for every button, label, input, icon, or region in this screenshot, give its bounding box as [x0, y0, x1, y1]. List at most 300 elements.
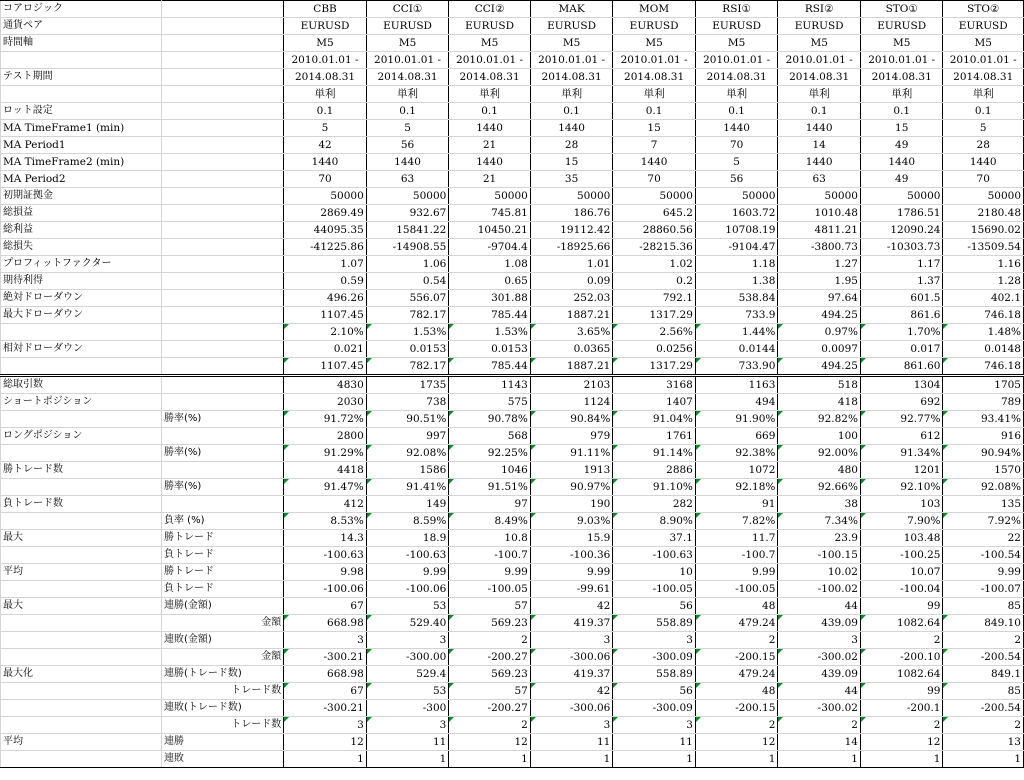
value-cell[interactable]: -13509.54 [943, 239, 1024, 256]
row-sublabel[interactable] [161, 239, 283, 256]
value-cell[interactable]: 56 [613, 683, 696, 700]
value-cell[interactable]: -300 [366, 700, 449, 717]
value-cell[interactable]: 568 [449, 428, 531, 445]
value-cell[interactable]: 90.78% [449, 411, 531, 428]
value-cell[interactable]: 1440 [530, 120, 613, 137]
value-cell[interactable]: 2014.08.31 [449, 69, 531, 86]
row-sublabel[interactable] [161, 290, 283, 307]
value-cell[interactable]: 44 [778, 683, 861, 700]
value-cell[interactable]: 1440 [778, 154, 861, 171]
value-cell[interactable]: -9704.4 [449, 239, 531, 256]
value-cell[interactable]: 7.90% [860, 513, 943, 530]
value-cell[interactable]: 3 [530, 632, 613, 649]
value-cell[interactable]: 50000 [284, 188, 367, 205]
value-cell[interactable]: 418 [778, 394, 861, 411]
row-sublabel[interactable] [161, 341, 283, 358]
value-cell[interactable]: 91.90% [695, 411, 778, 428]
value-cell[interactable]: 785.44 [449, 307, 531, 324]
value-cell[interactable]: 186.76 [530, 205, 613, 222]
value-cell[interactable]: 単利 [778, 86, 861, 103]
row-sublabel[interactable]: 金額 [161, 649, 283, 666]
row-label[interactable]: 勝トレード数 [1, 462, 162, 479]
value-cell[interactable]: 44095.35 [284, 222, 367, 239]
value-cell[interactable]: 7 [613, 137, 696, 154]
value-cell[interactable]: 10.8 [449, 530, 531, 547]
value-cell[interactable]: 556.07 [366, 290, 449, 307]
value-cell[interactable]: 48 [695, 683, 778, 700]
row-label[interactable]: 平均 [1, 734, 162, 751]
value-cell[interactable]: 2180.48 [943, 205, 1024, 222]
row-label[interactable]: 最大化 [1, 666, 162, 683]
value-cell[interactable]: 91.10% [613, 479, 696, 496]
value-cell[interactable]: 0.0153 [449, 341, 531, 358]
value-cell[interactable]: M5 [284, 35, 367, 52]
value-cell[interactable]: 14 [778, 137, 861, 154]
row-sublabel[interactable] [161, 171, 283, 188]
value-cell[interactable]: 単利 [284, 86, 367, 103]
row-sublabel[interactable] [161, 52, 283, 69]
value-cell[interactable]: 91.41% [366, 479, 449, 496]
row-sublabel[interactable]: 勝トレード [161, 530, 283, 547]
row-label[interactable]: 平均 [1, 564, 162, 581]
value-cell[interactable]: 0.1 [613, 103, 696, 120]
value-cell[interactable]: -100.04 [860, 581, 943, 598]
value-cell[interactable]: 91.34% [860, 445, 943, 462]
value-cell[interactable]: 単利 [530, 86, 613, 103]
value-cell[interactable]: EURUSD [860, 18, 943, 35]
value-cell[interactable]: 11.7 [695, 530, 778, 547]
value-cell[interactable]: 789 [943, 394, 1024, 411]
row-sublabel[interactable]: 金額 [161, 615, 283, 632]
value-cell[interactable]: 2 [449, 632, 531, 649]
row-sublabel[interactable] [161, 137, 283, 154]
value-cell[interactable]: 3 [366, 717, 449, 734]
value-cell[interactable]: 2 [449, 717, 531, 734]
value-cell[interactable]: 2014.08.31 [695, 69, 778, 86]
value-cell[interactable]: 92.25% [449, 445, 531, 462]
row-label[interactable] [1, 581, 162, 598]
value-cell[interactable]: 0.0365 [530, 341, 613, 358]
value-cell[interactable]: 782.17 [366, 358, 449, 376]
value-cell[interactable]: 2 [778, 717, 861, 734]
value-cell[interactable]: 49 [860, 171, 943, 188]
value-cell[interactable]: 2010.01.01 - [860, 52, 943, 69]
value-cell[interactable]: 97 [449, 496, 531, 513]
value-cell[interactable]: 91 [695, 496, 778, 513]
value-cell[interactable]: 1 [695, 751, 778, 768]
value-cell[interactable]: 3168 [613, 376, 696, 394]
value-cell[interactable]: 10 [613, 564, 696, 581]
value-cell[interactable]: 1082.64 [860, 666, 943, 683]
value-cell[interactable]: 149 [366, 496, 449, 513]
value-cell[interactable]: 1440 [943, 154, 1024, 171]
value-cell[interactable]: 57 [449, 598, 531, 615]
value-cell[interactable]: -18925.66 [530, 239, 613, 256]
row-sublabel[interactable] [161, 307, 283, 324]
value-cell[interactable]: 21 [449, 171, 531, 188]
value-cell[interactable]: 1046 [449, 462, 531, 479]
value-cell[interactable]: 2014.08.31 [530, 69, 613, 86]
value-cell[interactable]: 494 [695, 394, 778, 411]
value-cell[interactable]: M5 [860, 35, 943, 52]
value-cell[interactable]: 15690.02 [943, 222, 1024, 239]
value-cell[interactable]: 645.2 [613, 205, 696, 222]
value-cell[interactable]: 2014.08.31 [860, 69, 943, 86]
value-cell[interactable]: RSI① [695, 1, 778, 18]
value-cell[interactable]: 28 [530, 137, 613, 154]
value-cell[interactable]: -100.06 [284, 581, 367, 598]
row-label[interactable]: 総利益 [1, 222, 162, 239]
value-cell[interactable]: 57 [449, 683, 531, 700]
row-label[interactable]: MA TimeFrame1 (min) [1, 120, 162, 137]
value-cell[interactable]: 0.1 [366, 103, 449, 120]
value-cell[interactable]: -100.06 [366, 581, 449, 598]
value-cell[interactable]: 1143 [449, 376, 531, 394]
value-cell[interactable]: 1440 [449, 120, 531, 137]
value-cell[interactable]: 5 [943, 120, 1024, 137]
row-sublabel[interactable]: 連勝(金額) [161, 598, 283, 615]
value-cell[interactable]: 15 [613, 120, 696, 137]
value-cell[interactable]: 1440 [284, 154, 367, 171]
value-cell[interactable]: 15.9 [530, 530, 613, 547]
value-cell[interactable]: M5 [530, 35, 613, 52]
row-sublabel[interactable] [161, 18, 283, 35]
value-cell[interactable]: 1 [943, 751, 1024, 768]
value-cell[interactable]: -300.09 [613, 649, 696, 666]
value-cell[interactable]: 0.0256 [613, 341, 696, 358]
value-cell[interactable]: 3 [778, 632, 861, 649]
row-label[interactable]: ロングポジション [1, 428, 162, 445]
row-sublabel[interactable]: 負率 (%) [161, 513, 283, 530]
value-cell[interactable]: 439.09 [778, 666, 861, 683]
value-cell[interactable]: 28860.56 [613, 222, 696, 239]
value-cell[interactable]: 932.67 [366, 205, 449, 222]
value-cell[interactable]: -300.21 [284, 649, 367, 666]
value-cell[interactable]: -200.27 [449, 649, 531, 666]
row-sublabel[interactable] [161, 69, 283, 86]
row-label[interactable] [1, 513, 162, 530]
value-cell[interactable]: 252.03 [530, 290, 613, 307]
value-cell[interactable]: 1317.29 [613, 307, 696, 324]
row-label[interactable]: 最大 [1, 530, 162, 547]
row-label[interactable]: テスト期間 [1, 69, 162, 86]
value-cell[interactable]: 849.1 [943, 666, 1024, 683]
value-cell[interactable]: 746.18 [943, 358, 1024, 376]
value-cell[interactable]: 5 [284, 120, 367, 137]
value-cell[interactable]: 916 [943, 428, 1024, 445]
value-cell[interactable]: 37.1 [613, 530, 696, 547]
row-label[interactable]: コアロジック [1, 1, 162, 18]
value-cell[interactable]: 0.1 [860, 103, 943, 120]
value-cell[interactable]: 1304 [860, 376, 943, 394]
value-cell[interactable]: 12 [449, 734, 531, 751]
value-cell[interactable]: -10303.73 [860, 239, 943, 256]
value-cell[interactable]: 70 [695, 137, 778, 154]
value-cell[interactable]: 11 [366, 734, 449, 751]
row-sublabel[interactable] [161, 120, 283, 137]
value-cell[interactable]: 9.99 [530, 564, 613, 581]
value-cell[interactable]: EURUSD [366, 18, 449, 35]
value-cell[interactable]: 601.5 [860, 290, 943, 307]
value-cell[interactable]: 50000 [449, 188, 531, 205]
value-cell[interactable]: 612 [860, 428, 943, 445]
value-cell[interactable]: 0.54 [366, 273, 449, 290]
row-sublabel[interactable]: 連敗 [161, 751, 283, 768]
value-cell[interactable]: 0.1 [530, 103, 613, 120]
value-cell[interactable]: 3 [284, 717, 367, 734]
row-label[interactable]: 通貨ペア [1, 18, 162, 35]
value-cell[interactable]: 1440 [366, 154, 449, 171]
value-cell[interactable]: 1 [778, 751, 861, 768]
row-sublabel[interactable] [161, 428, 283, 445]
row-sublabel[interactable]: 連敗(金額) [161, 632, 283, 649]
value-cell[interactable]: 3 [530, 717, 613, 734]
value-cell[interactable]: 1786.51 [860, 205, 943, 222]
value-cell[interactable]: 9.99 [695, 564, 778, 581]
value-cell[interactable]: 単利 [449, 86, 531, 103]
value-cell[interactable]: 22 [943, 530, 1024, 547]
row-sublabel[interactable]: 連勝 [161, 734, 283, 751]
value-cell[interactable]: 0.1 [778, 103, 861, 120]
value-cell[interactable]: -200.27 [449, 700, 531, 717]
value-cell[interactable]: 0.0153 [366, 341, 449, 358]
value-cell[interactable]: 67 [284, 598, 367, 615]
value-cell[interactable]: EURUSD [695, 18, 778, 35]
row-label[interactable] [1, 615, 162, 632]
value-cell[interactable]: 10.07 [860, 564, 943, 581]
value-cell[interactable]: M5 [613, 35, 696, 52]
value-cell[interactable]: -200.10 [860, 649, 943, 666]
value-cell[interactable]: 5 [695, 154, 778, 171]
value-cell[interactable]: 479.24 [695, 666, 778, 683]
value-cell[interactable]: 5 [366, 120, 449, 137]
value-cell[interactable]: -100.07 [943, 581, 1024, 598]
value-cell[interactable]: 2010.01.01 - [943, 52, 1024, 69]
row-sublabel[interactable] [161, 1, 283, 18]
value-cell[interactable]: 9.99 [943, 564, 1024, 581]
value-cell[interactable]: 8.59% [366, 513, 449, 530]
value-cell[interactable]: 92.66% [778, 479, 861, 496]
value-cell[interactable]: 23.9 [778, 530, 861, 547]
value-cell[interactable]: 15 [860, 120, 943, 137]
row-label[interactable] [1, 411, 162, 428]
value-cell[interactable]: 1107.45 [284, 307, 367, 324]
value-cell[interactable]: 1.28 [943, 273, 1024, 290]
value-cell[interactable]: 1 [284, 751, 367, 768]
value-cell[interactable]: 3 [366, 632, 449, 649]
value-cell[interactable]: 50000 [530, 188, 613, 205]
row-label[interactable] [1, 358, 162, 376]
value-cell[interactable]: CBB [284, 1, 367, 18]
row-sublabel[interactable]: トレード数 [161, 683, 283, 700]
row-sublabel[interactable] [161, 86, 283, 103]
row-sublabel[interactable] [161, 462, 283, 479]
value-cell[interactable]: 0.59 [284, 273, 367, 290]
value-cell[interactable]: 782.17 [366, 307, 449, 324]
value-cell[interactable]: 0.09 [530, 273, 613, 290]
value-cell[interactable]: 2 [860, 632, 943, 649]
value-cell[interactable]: 10.02 [778, 564, 861, 581]
value-cell[interactable]: 0.021 [284, 341, 367, 358]
value-cell[interactable]: M5 [366, 35, 449, 52]
value-cell[interactable]: 53 [366, 683, 449, 700]
value-cell[interactable]: MOM [613, 1, 696, 18]
row-sublabel[interactable]: 勝率(%) [161, 445, 283, 462]
value-cell[interactable]: 479.24 [695, 615, 778, 632]
value-cell[interactable]: -100.7 [695, 547, 778, 564]
value-cell[interactable]: 2014.08.31 [284, 69, 367, 86]
row-sublabel[interactable] [161, 376, 283, 394]
value-cell[interactable]: 746.18 [943, 307, 1024, 324]
value-cell[interactable]: 91.29% [284, 445, 367, 462]
value-cell[interactable]: 91.47% [284, 479, 367, 496]
row-label[interactable]: 総損益 [1, 205, 162, 222]
row-sublabel[interactable] [161, 103, 283, 120]
value-cell[interactable]: 1913 [530, 462, 613, 479]
value-cell[interactable]: 7.92% [943, 513, 1024, 530]
value-cell[interactable]: 1440 [860, 154, 943, 171]
value-cell[interactable]: 1.07 [284, 256, 367, 273]
value-cell[interactable]: 1.95 [778, 273, 861, 290]
value-cell[interactable]: 28 [943, 137, 1024, 154]
value-cell[interactable]: -99.61 [530, 581, 613, 598]
value-cell[interactable]: 733.9 [695, 307, 778, 324]
value-cell[interactable]: 1.44% [695, 324, 778, 341]
row-label[interactable]: MA Period2 [1, 171, 162, 188]
value-cell[interactable]: 1.16 [943, 256, 1024, 273]
row-sublabel[interactable] [161, 154, 283, 171]
row-label[interactable]: 期待利得 [1, 273, 162, 290]
row-sublabel[interactable]: 連敗(トレード数) [161, 700, 283, 717]
value-cell[interactable]: 56 [695, 171, 778, 188]
value-cell[interactable]: 1586 [366, 462, 449, 479]
value-cell[interactable]: 2 [943, 717, 1024, 734]
value-cell[interactable]: 1735 [366, 376, 449, 394]
row-sublabel[interactable]: 負トレード [161, 547, 283, 564]
row-sublabel[interactable] [161, 188, 283, 205]
row-label[interactable]: 相対ドローダウン [1, 341, 162, 358]
value-cell[interactable]: 48 [695, 598, 778, 615]
value-cell[interactable]: 2030 [284, 394, 367, 411]
value-cell[interactable]: 70 [284, 171, 367, 188]
value-cell[interactable]: 92.08% [943, 479, 1024, 496]
value-cell[interactable]: 1.53% [366, 324, 449, 341]
value-cell[interactable]: 301.88 [449, 290, 531, 307]
value-cell[interactable]: 42 [284, 137, 367, 154]
value-cell[interactable]: 12 [695, 734, 778, 751]
value-cell[interactable]: 44 [778, 598, 861, 615]
value-cell[interactable]: 11 [530, 734, 613, 751]
value-cell[interactable]: 494.25 [778, 358, 861, 376]
value-cell[interactable]: 480 [778, 462, 861, 479]
row-sublabel[interactable] [161, 394, 283, 411]
row-label[interactable]: 最大 [1, 598, 162, 615]
value-cell[interactable]: 2 [860, 717, 943, 734]
value-cell[interactable]: 135 [943, 496, 1024, 513]
value-cell[interactable]: 2010.01.01 - [695, 52, 778, 69]
row-label[interactable] [1, 700, 162, 717]
value-cell[interactable]: 1.18 [695, 256, 778, 273]
value-cell[interactable]: 1.06 [366, 256, 449, 273]
value-cell[interactable]: -300.06 [530, 700, 613, 717]
row-label[interactable]: 時間軸 [1, 35, 162, 52]
value-cell[interactable]: 50000 [613, 188, 696, 205]
value-cell[interactable]: 738 [366, 394, 449, 411]
row-label[interactable] [1, 324, 162, 341]
value-cell[interactable]: -100.02 [778, 581, 861, 598]
value-cell[interactable]: 190 [530, 496, 613, 513]
value-cell[interactable]: 0.1 [449, 103, 531, 120]
value-cell[interactable]: 529.4 [366, 666, 449, 683]
value-cell[interactable]: M5 [778, 35, 861, 52]
value-cell[interactable]: 93.41% [943, 411, 1024, 428]
value-cell[interactable]: 419.37 [530, 615, 613, 632]
value-cell[interactable]: -300.02 [778, 649, 861, 666]
value-cell[interactable]: -100.05 [449, 581, 531, 598]
value-cell[interactable]: RSI② [778, 1, 861, 18]
value-cell[interactable]: 56 [366, 137, 449, 154]
row-sublabel[interactable] [161, 273, 283, 290]
value-cell[interactable]: 9.03% [530, 513, 613, 530]
value-cell[interactable]: 単利 [695, 86, 778, 103]
value-cell[interactable]: 529.40 [366, 615, 449, 632]
value-cell[interactable]: 1 [449, 751, 531, 768]
row-label[interactable] [1, 717, 162, 734]
value-cell[interactable]: 3 [284, 632, 367, 649]
row-label[interactable]: 総取引数 [1, 376, 162, 394]
value-cell[interactable]: 2 [695, 632, 778, 649]
value-cell[interactable]: 38 [778, 496, 861, 513]
value-cell[interactable]: CCI① [366, 1, 449, 18]
value-cell[interactable]: -100.54 [943, 547, 1024, 564]
value-cell[interactable]: 53 [366, 598, 449, 615]
row-label[interactable]: 負トレード数 [1, 496, 162, 513]
row-sublabel[interactable]: 勝率(%) [161, 479, 283, 496]
value-cell[interactable]: EURUSD [530, 18, 613, 35]
value-cell[interactable]: 単利 [613, 86, 696, 103]
value-cell[interactable]: 849.10 [943, 615, 1024, 632]
value-cell[interactable]: 1201 [860, 462, 943, 479]
value-cell[interactable]: 439.09 [778, 615, 861, 632]
value-cell[interactable]: 4811.21 [778, 222, 861, 239]
value-cell[interactable]: 1.17 [860, 256, 943, 273]
value-cell[interactable]: 1705 [943, 376, 1024, 394]
value-cell[interactable]: 8.53% [284, 513, 367, 530]
value-cell[interactable]: 2014.08.31 [366, 69, 449, 86]
row-label[interactable] [1, 547, 162, 564]
value-cell[interactable]: -200.54 [943, 649, 1024, 666]
value-cell[interactable]: 4830 [284, 376, 367, 394]
value-cell[interactable]: 1 [613, 751, 696, 768]
value-cell[interactable]: 14 [778, 734, 861, 751]
value-cell[interactable]: 1082.64 [860, 615, 943, 632]
value-cell[interactable]: -300.21 [284, 700, 367, 717]
value-cell[interactable]: 92.10% [860, 479, 943, 496]
value-cell[interactable]: 12 [284, 734, 367, 751]
value-cell[interactable]: 538.84 [695, 290, 778, 307]
value-cell[interactable]: 1.37 [860, 273, 943, 290]
row-label[interactable]: 初期証拠金 [1, 188, 162, 205]
value-cell[interactable]: 50000 [860, 188, 943, 205]
value-cell[interactable]: 692 [860, 394, 943, 411]
value-cell[interactable]: EURUSD [449, 18, 531, 35]
value-cell[interactable]: 0.1 [695, 103, 778, 120]
value-cell[interactable]: 2.56% [613, 324, 696, 341]
value-cell[interactable]: 18.9 [366, 530, 449, 547]
value-cell[interactable]: 2869.49 [284, 205, 367, 222]
value-cell[interactable]: 50000 [366, 188, 449, 205]
value-cell[interactable]: -100.7 [449, 547, 531, 564]
